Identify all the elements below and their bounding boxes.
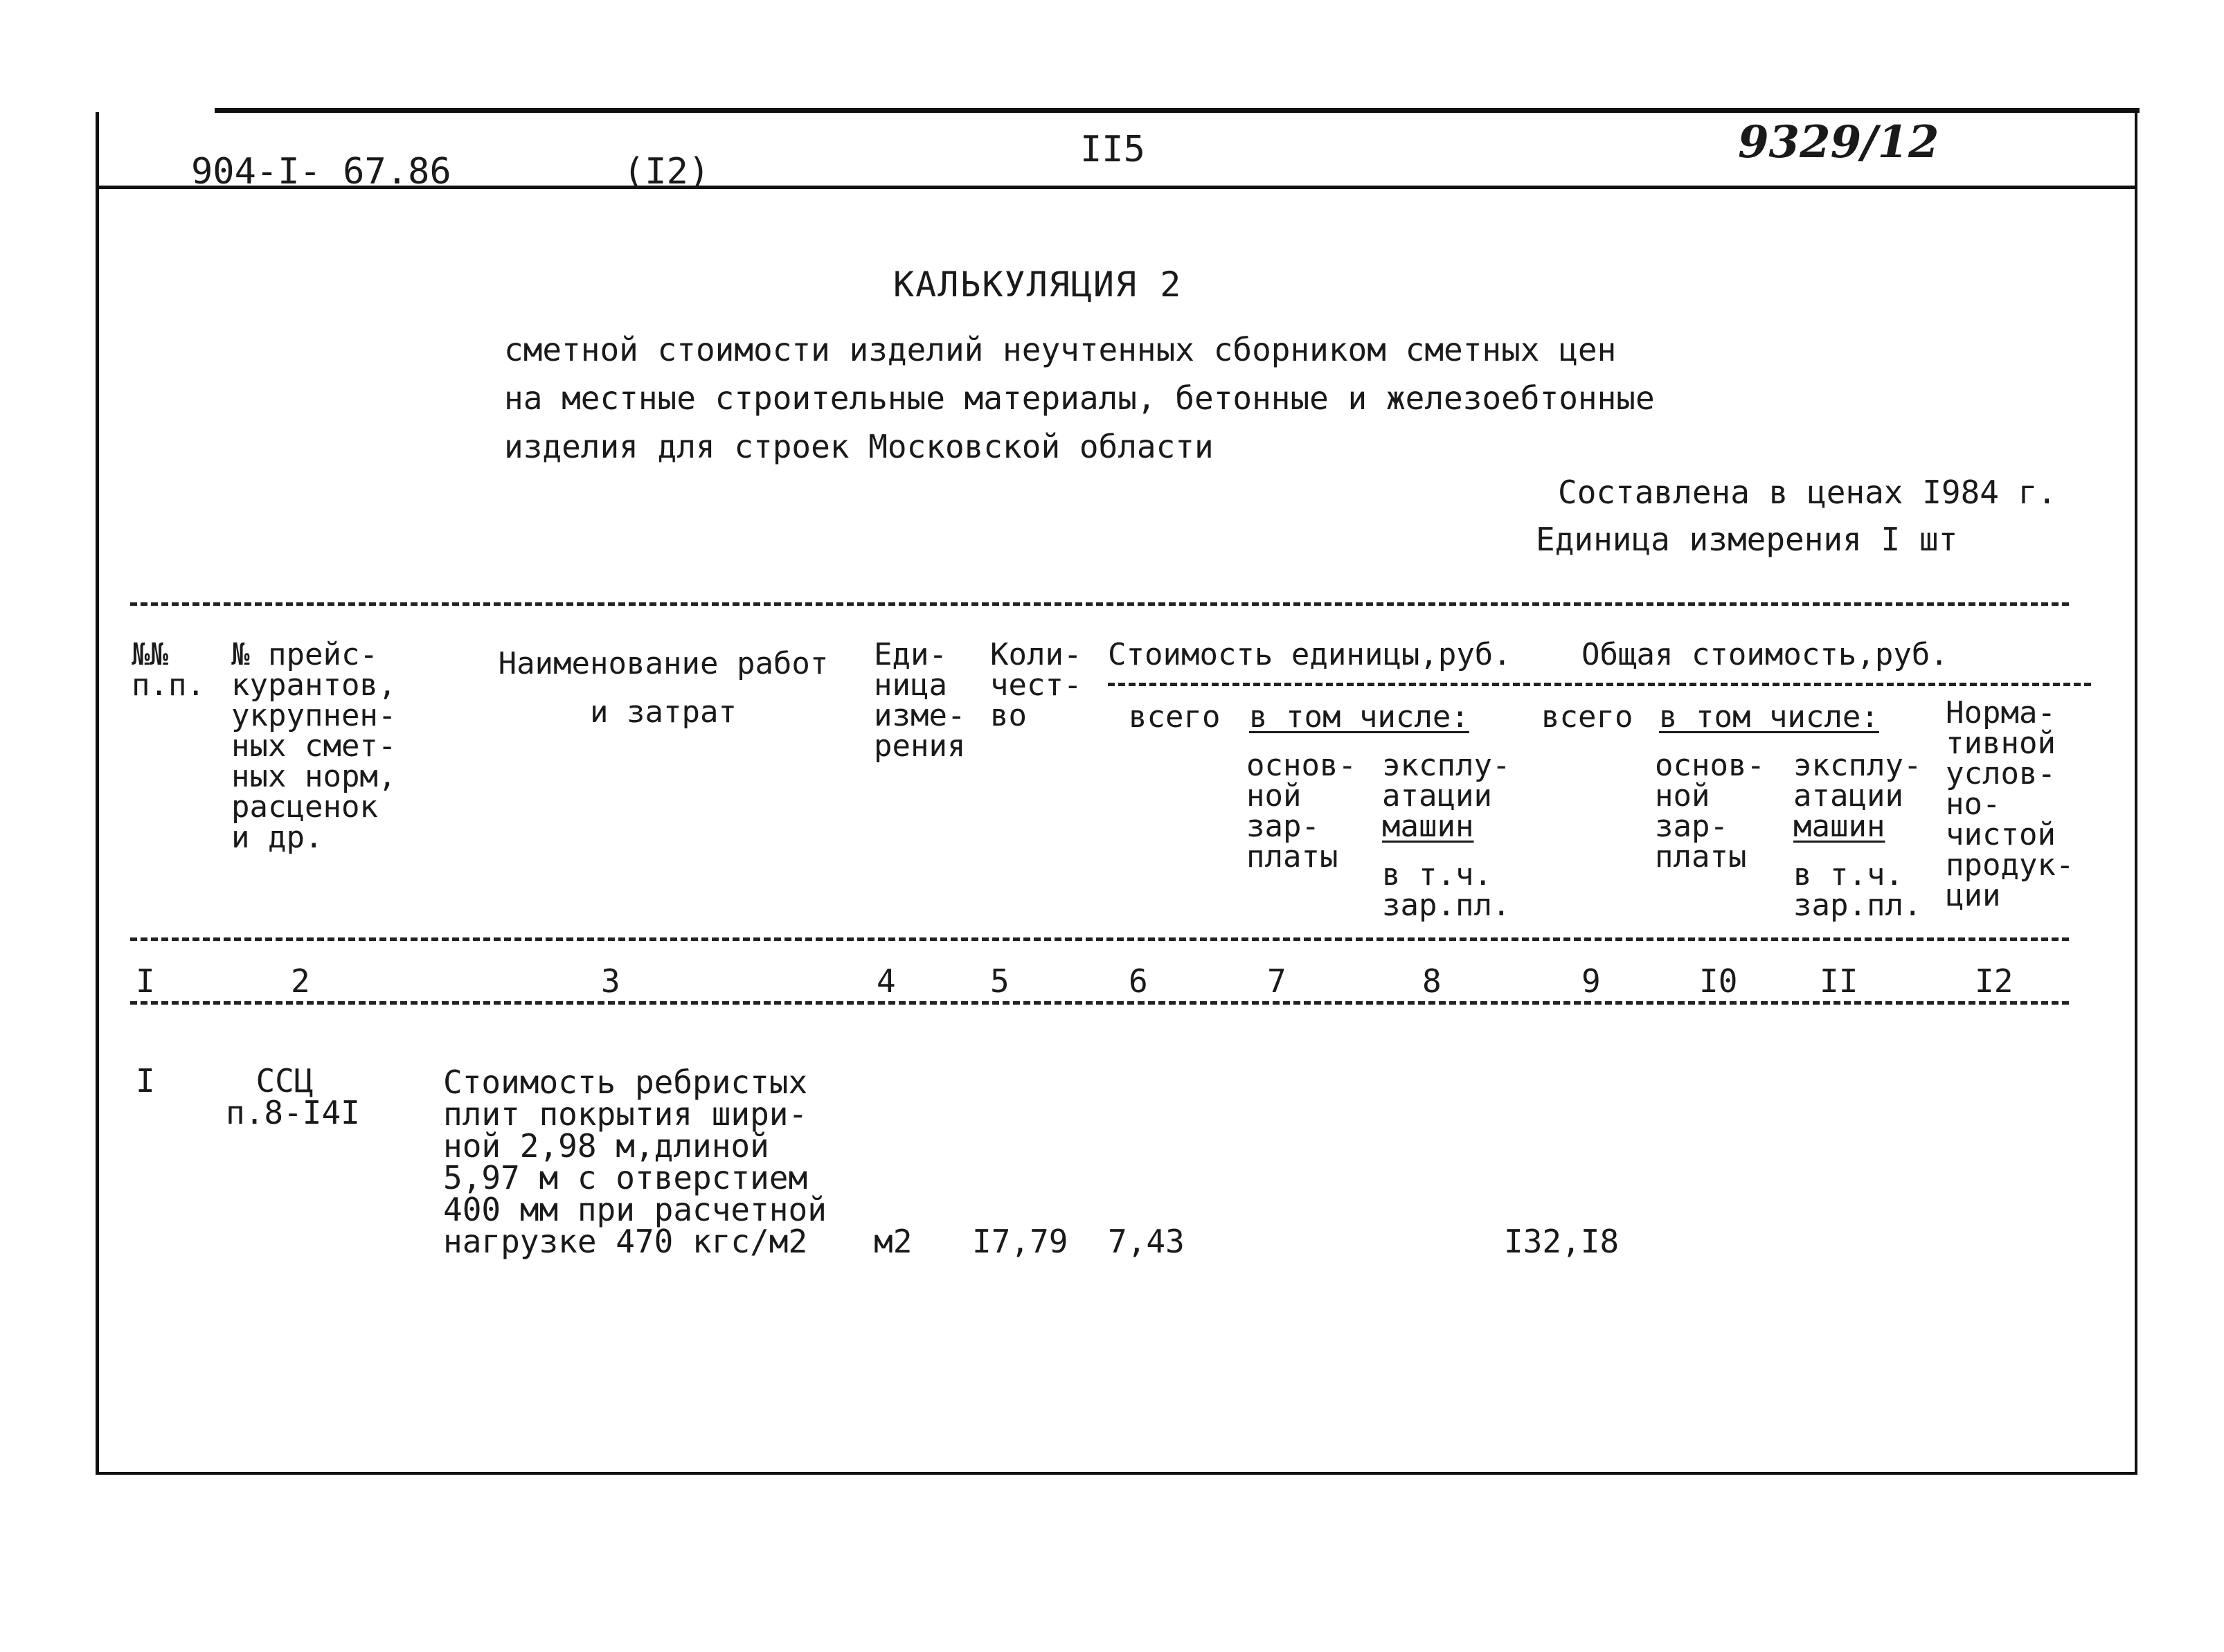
- document-title: КАЛЬКУЛЯЦИЯ 2: [893, 264, 1183, 305]
- unit-machines-wage-header: в т.ч. зар.пл.: [1382, 857, 1511, 923]
- grand-total-header: всего: [1541, 699, 1633, 735]
- group-header-rule: [1108, 683, 2091, 686]
- row-price-ref: ССЦ п.8-I4I: [226, 1062, 360, 1131]
- normative-header: Норма- тивной услов- но- чистой продук- ции: [1946, 695, 2074, 913]
- col-number: 2: [291, 962, 310, 1000]
- subtitle-line: изделия для строек Московской области: [504, 428, 1214, 465]
- row-number: I: [136, 1062, 155, 1099]
- col5-header: Коли- чест- во: [990, 637, 1082, 733]
- unit-incl-header: в том числе:: [1249, 699, 1469, 735]
- unit-machines-header: эксплу- атации машин: [1382, 748, 1511, 844]
- total-cost-group-header: Общая стоимость,руб.: [1581, 637, 1948, 672]
- col1-header: №№ п.п.: [132, 637, 205, 703]
- row-total-cost: I32,I8: [1504, 1223, 1620, 1260]
- unit-total-header: всего: [1129, 699, 1221, 735]
- col-number: 8: [1422, 962, 1442, 1000]
- row-item-name: Стоимость ребристых плит покрытия шири- ной 2,98 м,длиной 5,97 м с отверстием 400 мм при расчетной нагрузке 470 кгс/м2: [443, 1063, 827, 1260]
- sheet-ref: (I2): [623, 151, 710, 192]
- col-number: I: [136, 962, 155, 1000]
- row-unit-cost: 7,43: [1108, 1223, 1185, 1260]
- grand-base-wage-header: основ- ной зар- платы: [1655, 748, 1765, 874]
- project-code: 904-I- 67.86: [191, 151, 451, 192]
- page-number: II5: [1080, 129, 1145, 170]
- subtitle-line: на местные строительные материалы, бетонные и железоебтонные: [504, 379, 1655, 417]
- row-unit: м2: [874, 1223, 913, 1260]
- price-basis: Составлена в ценах I984 г.: [1558, 474, 2057, 511]
- col-number: I0: [1699, 962, 1738, 1000]
- unit-base-wage-header: основ- ной зар- платы: [1246, 748, 1356, 874]
- unit-cost-group-header: Стоимость единицы,руб.: [1108, 637, 1512, 672]
- col-number: 6: [1129, 962, 1148, 1000]
- table-top-rule: [130, 602, 2069, 606]
- row-quantity: I7,79: [972, 1223, 1068, 1260]
- grand-incl-header: в том числе:: [1659, 699, 1879, 735]
- col3-header: Наименование работ и затрат: [498, 646, 829, 730]
- col-number: 4: [877, 962, 896, 1000]
- archive-number: 9329/12: [1738, 116, 1939, 168]
- col-number: 7: [1267, 962, 1286, 1000]
- col-number: 9: [1581, 962, 1601, 1000]
- col-number: 3: [601, 962, 620, 1000]
- col-number-rule: [130, 1001, 2069, 1005]
- subtitle-line: сметной стоимости изделий неучтенных сборником сметных цен: [504, 331, 1617, 368]
- col2-header: № прейс- курантов, укрупнен- ных смет- ных норм, расценок и др.: [231, 637, 397, 855]
- col-number: 5: [990, 962, 1010, 1000]
- unit-of-measure: Единица измерения I шт: [1536, 521, 1958, 558]
- col-number: I2: [1975, 962, 2014, 1000]
- grand-machines-wage-header: в т.ч. зар.пл.: [1793, 857, 1922, 923]
- col4-header: Еди- ница изме- рения: [874, 637, 966, 764]
- grand-machines-header: эксплу- атации машин: [1793, 748, 1922, 844]
- header-bottom-rule: [130, 937, 2069, 941]
- col-number: II: [1820, 962, 1858, 1000]
